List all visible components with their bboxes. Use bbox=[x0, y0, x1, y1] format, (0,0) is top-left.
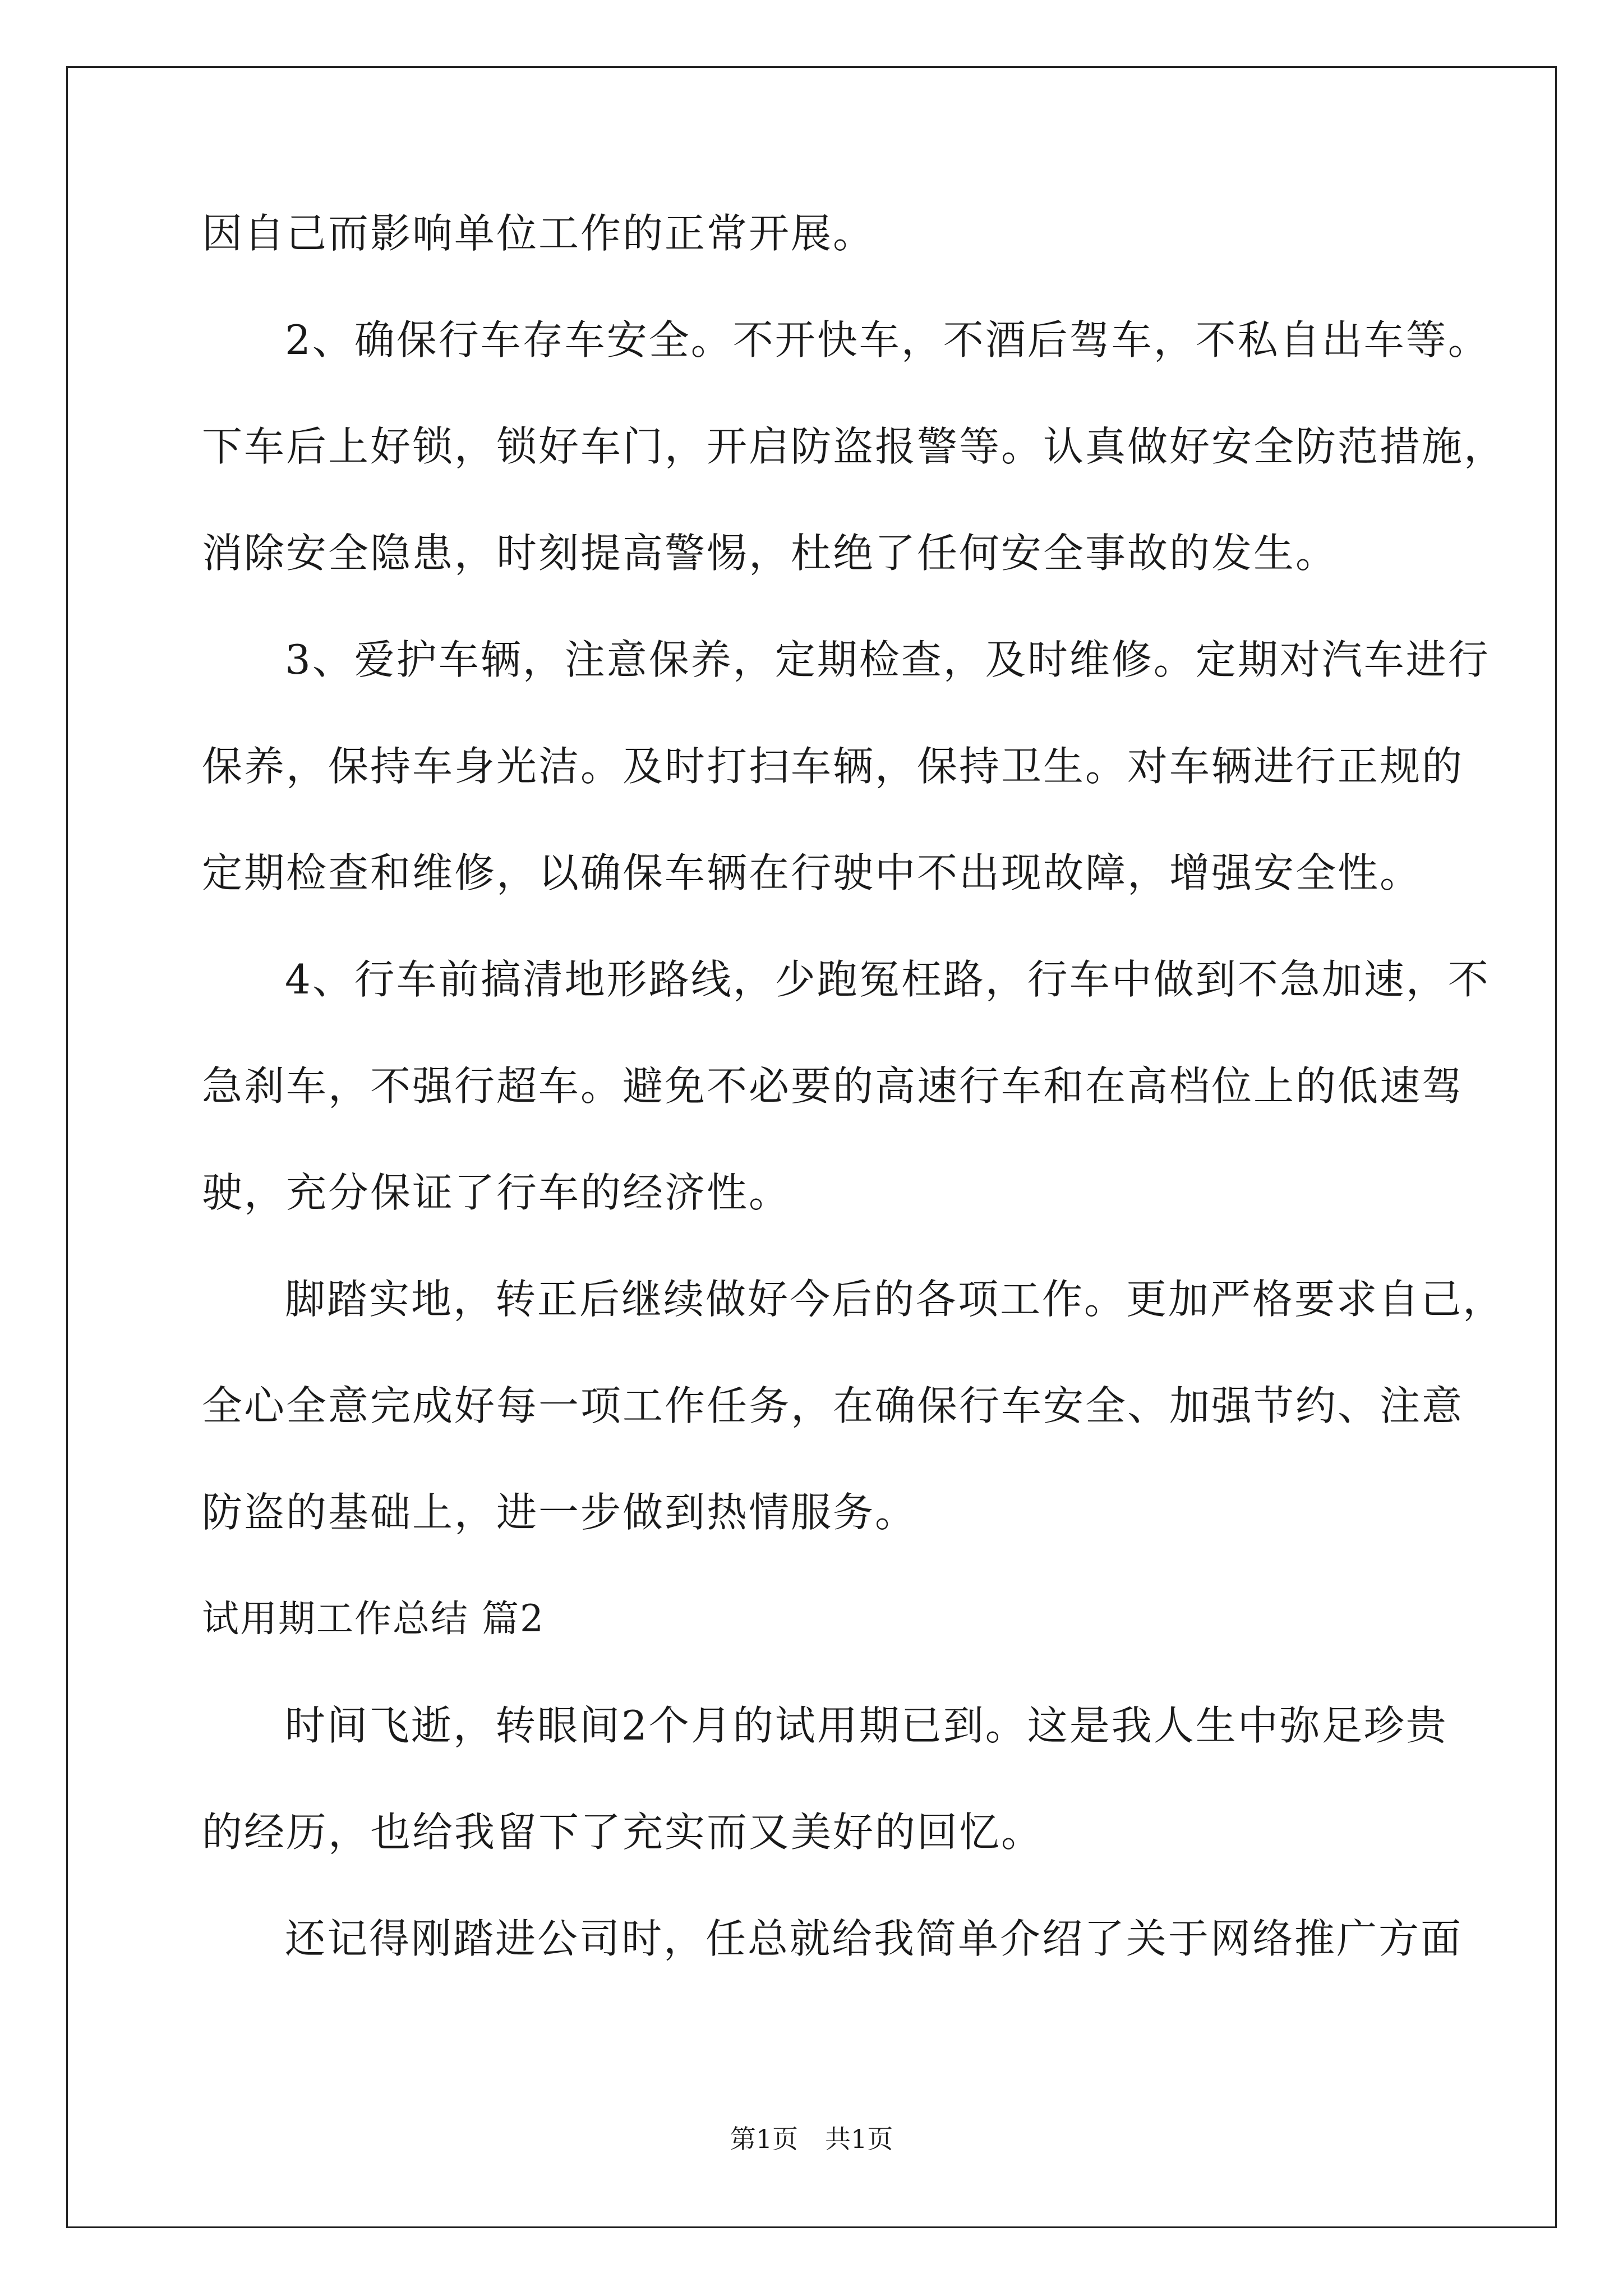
section-heading: 试用期工作总结 篇2 bbox=[202, 1597, 545, 1640]
paragraph-line: 2、确保行车存车安全。不开快车，不酒后驾车，不私自出车等。 bbox=[285, 316, 1490, 364]
paragraph-line: 急刹车，不强行超车。避免不必要的高速行车和在高档位上的低速驾 bbox=[202, 1062, 1464, 1110]
paragraph-line: 驶，充分保证了行车的经济性。 bbox=[202, 1169, 791, 1216]
paragraph-line: 4、行车前搞清地形路线，少跑冤枉路，行车中做到不急加速，不 bbox=[285, 956, 1490, 1003]
paragraph-line: 全心全意完成好每一项工作任务，在确保行车安全、加强节约、注意 bbox=[202, 1382, 1464, 1429]
paragraph-line: 因自己而影响单位工作的正常开展。 bbox=[202, 210, 875, 257]
paragraph-line: 的经历，也给我留下了充实而又美好的回忆。 bbox=[202, 1809, 1044, 1856]
paragraph-line: 脚踏实地，转正后继续做好今后的各项工作。更加严格要求自己， bbox=[285, 1276, 1505, 1323]
document-body bbox=[202, 210, 1506, 2025]
page-footer bbox=[0, 2126, 1623, 2152]
page-total: 共1页 bbox=[825, 2124, 893, 2154]
paragraph-line: 还记得刚踏进公司时，任总就给我简单介绍了关于网络推广方面 bbox=[285, 1915, 1463, 1962]
paragraph-line: 下车后上好锁，锁好车门，开启防盗报警等。认真做好安全防范措施， bbox=[202, 423, 1506, 470]
paragraph-line: 定期检查和维修，以确保车辆在行驶中不出现故障，增强安全性。 bbox=[202, 849, 1422, 896]
paragraph-line: 消除安全隐患，时刻提高警惕，杜绝了任何安全事故的发生。 bbox=[202, 530, 1338, 577]
paragraph-line: 时间飞逝，转眼间2个月的试用期已到。这是我人生中弥足珍贵 bbox=[285, 1702, 1448, 1749]
paragraph-line: 保养，保持车身光洁。及时打扫车辆，保持卫生。对车辆进行正规的 bbox=[202, 743, 1464, 790]
page-number: 第1页 bbox=[730, 2124, 798, 2154]
paragraph-line: 防盗的基础上，进一步做到热情服务。 bbox=[202, 1489, 917, 1536]
paragraph-line: 3、爱护车辆，注意保养，定期检查，及时维修。定期对汽车进行 bbox=[285, 636, 1490, 683]
